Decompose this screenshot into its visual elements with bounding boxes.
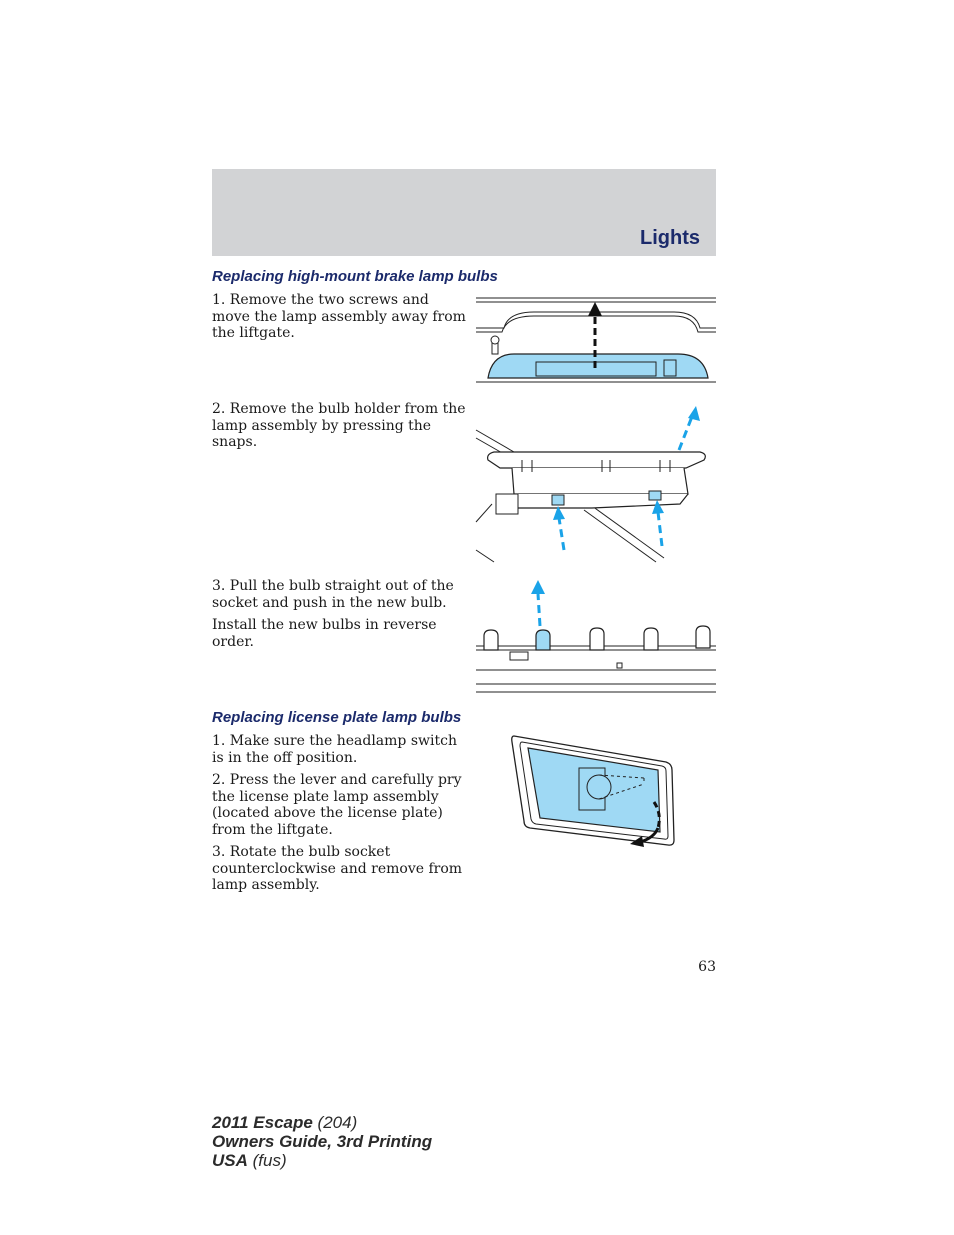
footer	[212, 1113, 432, 1170]
footer-guide: Owners Guide, 3rd Printing	[212, 1132, 433, 1151]
lamp-assembly-figure	[474, 294, 718, 386]
footer-line-2	[212, 1132, 432, 1151]
section-heading-brake-lamp: Replacing high-mount brake lamp bulbs	[212, 268, 498, 285]
section-heading-license-lamp: Replacing license plate lamp bulbs	[212, 709, 462, 726]
license-step-1-text: 1. Make sure the headlamp switch is in the off position.	[212, 733, 457, 766]
bulb-holder-figure	[474, 400, 718, 566]
header-band	[212, 169, 716, 256]
license-steps	[212, 733, 467, 900]
brake-step-2	[212, 401, 467, 457]
footer-line-1	[212, 1113, 432, 1132]
footer-market-code: (fus)	[247, 1151, 287, 1170]
brake-step-1	[212, 292, 467, 348]
footer-market: USA	[212, 1151, 248, 1170]
up-arrow-icon	[531, 580, 545, 626]
brake-step-3-text: 3. Pull the bulb straight out of the socket and push in the new bulb.	[212, 578, 454, 611]
license-plate-lamp-figure	[508, 732, 680, 850]
brake-install-text: Install the new bulbs in reverse order.	[212, 617, 437, 650]
brake-step-3	[212, 578, 467, 656]
screw-icon	[491, 336, 499, 354]
page-title: Lights	[640, 227, 700, 249]
brake-step-1-text: 1. Remove the two screws and move the lamp assembly away from the liftgate.	[212, 292, 466, 341]
license-step-2-text: 2. Press the lever and carefully pry the license plate lamp assembly (located above the license plate) from the liftgate.	[212, 772, 462, 838]
bulb-socket-figure	[474, 578, 718, 696]
brake-step-2-text: 2. Remove the bulb holder from the lamp assembly by pressing the snaps.	[212, 401, 466, 450]
license-step-3-text: 3. Rotate the bulb socket counterclockwise and remove from lamp assembly.	[212, 844, 463, 893]
footer-model-code: (204)	[312, 1113, 358, 1132]
page-number: 63	[698, 959, 716, 975]
footer-line-3	[212, 1151, 432, 1170]
footer-model: 2011 Escape	[212, 1113, 313, 1132]
